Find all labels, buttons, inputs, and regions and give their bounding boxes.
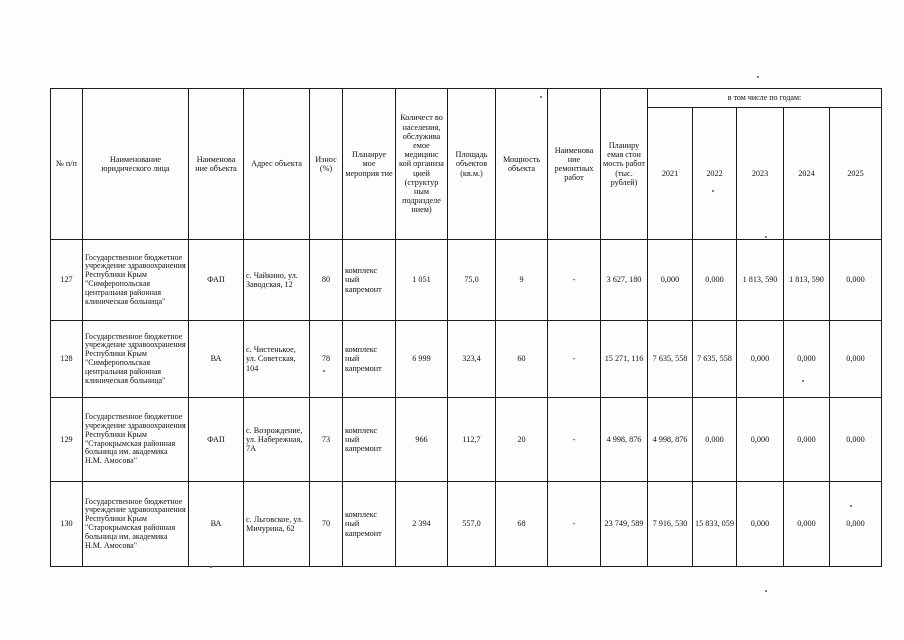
cell-2022: 15 833, 059 <box>693 482 737 567</box>
cell-address: с. Чайкино, ул. Заводская, 12 <box>244 240 310 321</box>
header-planned-cost: Планиру емая стои мость работ (тыс. рублей) <box>601 89 648 240</box>
cell-population: 6 999 <box>396 321 448 398</box>
cell-2025: 0,000 <box>830 398 882 482</box>
cell-population: 966 <box>396 398 448 482</box>
cell-population: 1 051 <box>396 240 448 321</box>
cell-planned-cost: 3 627, 180 <box>601 240 648 321</box>
cell-planned-action: комплекс ный капремонт <box>343 240 396 321</box>
cell-2021: 7 916, 530 <box>648 482 693 567</box>
header-wear: Износ (%) <box>310 89 343 240</box>
cell-wear: 70 <box>310 482 343 567</box>
header-area: Площадь объектов (кв.м.) <box>448 89 496 240</box>
cell-2024: 1 813, 590 <box>784 240 830 321</box>
scan-speck <box>765 236 767 238</box>
cell-wear: 80 <box>310 240 343 321</box>
cell-area: 112,7 <box>448 398 496 482</box>
cell-2025: 0,000 <box>830 321 882 398</box>
table-row <box>51 321 882 398</box>
table-row <box>51 482 882 567</box>
header-year-2021: 2021 <box>648 108 693 240</box>
cell-planned-action: комплекс ный капремонт <box>343 482 396 567</box>
cell-planned-cost: 4 998, 876 <box>601 398 648 482</box>
cell-capacity: 20 <box>496 398 548 482</box>
table-row <box>51 398 882 482</box>
cell-org: Государственное бюджетное учреждение здравоохранения Республики Крым "Симферопольская центральная районная клиническая больница" <box>83 321 189 398</box>
cell-2023: 0,000 <box>737 482 784 567</box>
cell-capacity: 60 <box>496 321 548 398</box>
header-year-2024: 2024 <box>784 108 830 240</box>
cell-2022: 0,000 <box>693 398 737 482</box>
cell-wear: 78 <box>310 321 343 398</box>
header-row-top <box>51 89 882 108</box>
cell-org: Государственное бюджетное учреждение здравоохранения Республики Крым "Старокрымская районная больница им. академика Н.М. Амосова" <box>83 482 189 567</box>
header-address: Адрес объекта <box>244 89 310 240</box>
cell-planned-cost: 23 749, 589 <box>601 482 648 567</box>
cell-2021: 4 998, 876 <box>648 398 693 482</box>
cell-area: 323,4 <box>448 321 496 398</box>
header-org: Наименование юридического лица <box>83 89 189 240</box>
header-repair-names: Наименова ние ремонтных работ <box>548 89 601 240</box>
header-object-name: Наименова ние объекта <box>189 89 244 240</box>
cell-capacity: 68 <box>496 482 548 567</box>
header-years-group: в том числе по годам: <box>648 89 882 108</box>
scan-speck <box>712 190 714 192</box>
cell-2022: 7 635, 558 <box>693 321 737 398</box>
table-row <box>51 240 882 321</box>
cell-org: Государственное бюджетное учреждение здравоохранения Республики Крым "Симферопольская центральная районная клиническая больница" <box>83 240 189 321</box>
cell-num: 127 <box>51 240 83 321</box>
header-num: № п/п <box>51 89 83 240</box>
cell-2024: 0,000 <box>784 398 830 482</box>
cell-address: с. Льговское, ул. Мичурина, 62 <box>244 482 310 567</box>
cell-planned-action: комплекс ный капремонт <box>343 321 396 398</box>
cell-object-name: ФАП <box>189 398 244 482</box>
header-year-2022: 2022 <box>693 108 737 240</box>
cell-object-name: ВА <box>189 321 244 398</box>
header-capacity: Мощность объекта <box>496 89 548 240</box>
cell-2025: 0,000 <box>830 240 882 321</box>
scan-speck <box>765 590 767 592</box>
cell-area: 557,0 <box>448 482 496 567</box>
cell-capacity: 9 <box>496 240 548 321</box>
scan-speck <box>323 370 325 372</box>
scan-speck <box>210 566 212 568</box>
cell-population: 2 394 <box>396 482 448 567</box>
cell-org: Государственное бюджетное учреждение здравоохранения Республики Крым "Старокрымская районная больница им. академика Н.М. Амосова" <box>83 398 189 482</box>
repair-plan-table <box>50 88 882 567</box>
cell-repair-names: - <box>548 398 601 482</box>
cell-planned-action: комплекс ный капремонт <box>343 398 396 482</box>
cell-num: 130 <box>51 482 83 567</box>
scan-speck <box>540 96 542 98</box>
cell-2022: 0,000 <box>693 240 737 321</box>
cell-2023: 1 813, 590 <box>737 240 784 321</box>
cell-2025: 0,000 <box>830 482 882 567</box>
cell-2023: 0,000 <box>737 398 784 482</box>
cell-2023: 0,000 <box>737 321 784 398</box>
header-year-2025: 2025 <box>830 108 882 240</box>
cell-object-name: ФАП <box>189 240 244 321</box>
cell-object-name: ВА <box>189 482 244 567</box>
cell-repair-names: - <box>548 482 601 567</box>
scan-speck <box>850 505 852 507</box>
cell-address: с. Возрождение, ул. Набережная, 7А <box>244 398 310 482</box>
cell-address: с. Чистенькое, ул. Советская, 104 <box>244 321 310 398</box>
cell-2024: 0,000 <box>784 321 830 398</box>
cell-2021: 0,000 <box>648 240 693 321</box>
scan-speck <box>757 76 759 78</box>
cell-planned-cost: 15 271, 116 <box>601 321 648 398</box>
scan-speck <box>802 380 804 382</box>
header-population: Количест во населения, обслужива емое медицинс кой организа цией (структур ным подразделе нием) <box>396 89 448 240</box>
cell-repair-names: - <box>548 321 601 398</box>
cell-wear: 73 <box>310 398 343 482</box>
cell-area: 75,0 <box>448 240 496 321</box>
cell-2021: 7 635, 558 <box>648 321 693 398</box>
cell-num: 129 <box>51 398 83 482</box>
cell-2024: 0,000 <box>784 482 830 567</box>
cell-num: 128 <box>51 321 83 398</box>
cell-repair-names: - <box>548 240 601 321</box>
header-year-2023: 2023 <box>737 108 784 240</box>
header-planned-action: Планируе мое мероприя тие <box>343 89 396 240</box>
